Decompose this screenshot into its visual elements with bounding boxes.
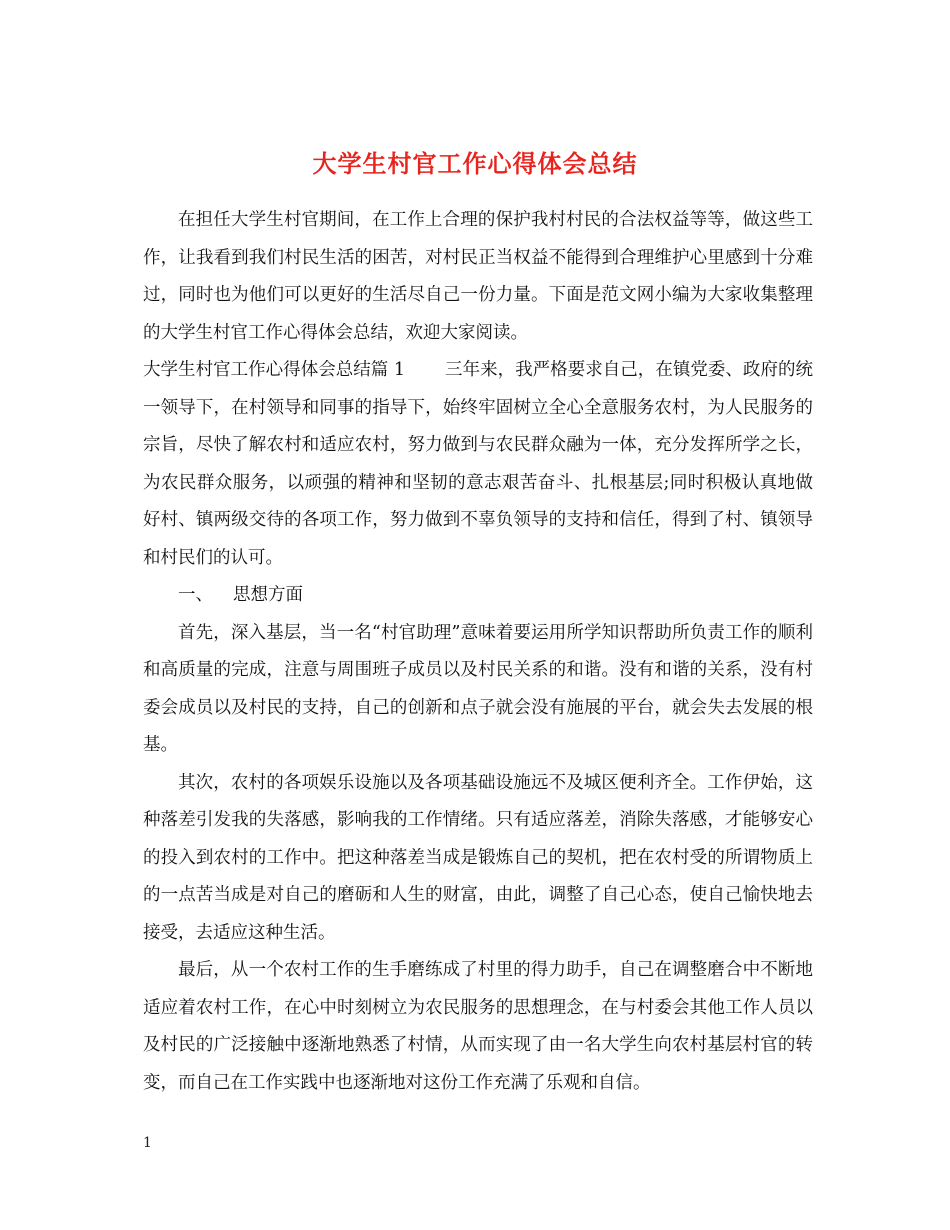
article-paragraph bbox=[143, 352, 813, 577]
body-paragraph-second: 其次，农村的各项娱乐设施以及各项基础设施远不及城区便利齐全。工作伊始，这种落差引发我的失落感，影响我的工作情绪。只有适应落差，消除失落感，才能够安心的投入到农村的工作中。把这种落差当成是锻炼自己的契机，把在农村受的所谓物质上的一点苦当成是对自己的磨砺和人生的财富，由此，调整了自己心态，使自己愉快地去接受，去适应这种生活。 bbox=[143, 772, 813, 943]
section-number: 一、 bbox=[178, 585, 213, 605]
article-heading: 大学生村官工作心得体会总结篇 1 bbox=[143, 360, 406, 380]
page-number: 1 bbox=[143, 1135, 152, 1151]
body-paragraph-first: 首先，深入基层，当一名“村官助理”意味着要运用所学知识帮助所负责工作的顺利和高质量的完成，注意与周围班子成员以及村民关系的和谐。没有和谐的关系，没有村委会成员以及村民的支持，自己的创新和点子就会没有施展的平台，就会失去发展的根基。 bbox=[143, 622, 813, 755]
intro-paragraph: 在担任大学生村官期间，在工作上合理的保护我村村民的合法权益等等，做这些工作，让我看到我们村民生活的困苦，对村民正当权益不能得到合理维护心里感到十分难过，同时也为他们可以更好的生活尽自己一份力量。下面是范文网小编为大家收集整理的大学生村官工作心得体会总结，欢迎大家阅读。 bbox=[143, 210, 813, 343]
article-opening: 三年来，我严格要求自己，在镇党委、政府的统一领导下，在村领导和同事的指导下，始终牢固树立全心全意服务农村，为人民服务的宗旨，尽快了解农村和适应农村，努力做到与农民群众融为一体，充分发挥所学之长，为农民群众服务，以顽强的精神和坚韧的意志艰苦奋斗、扎根基层;同时积极认真地做好村、镇两级交待的各项工作，努力做到不辜负领导的支持和信任，得到了村、镇领导和村民们的认可。 bbox=[143, 360, 813, 568]
document-body bbox=[143, 202, 813, 1102]
body-paragraph-last: 最后，从一个农村工作的生手磨练成了村里的得力助手，自己在调整磨合中不断地适应着农村工作，在心中时刻树立为农民服务的思想理念，在与村委会其他工作人员以及村民的广泛接触中逐渐地熟悉了村情，从而实现了由一名大学生向农村基层村官的转变，而自己在工作实践中也逐渐地对这份工作充满了乐观和自信。 bbox=[143, 960, 813, 1093]
document-title: 大学生村官工作心得体会总结 bbox=[312, 149, 638, 179]
section-title: 思想方面 bbox=[233, 585, 303, 605]
section-heading bbox=[143, 577, 813, 615]
